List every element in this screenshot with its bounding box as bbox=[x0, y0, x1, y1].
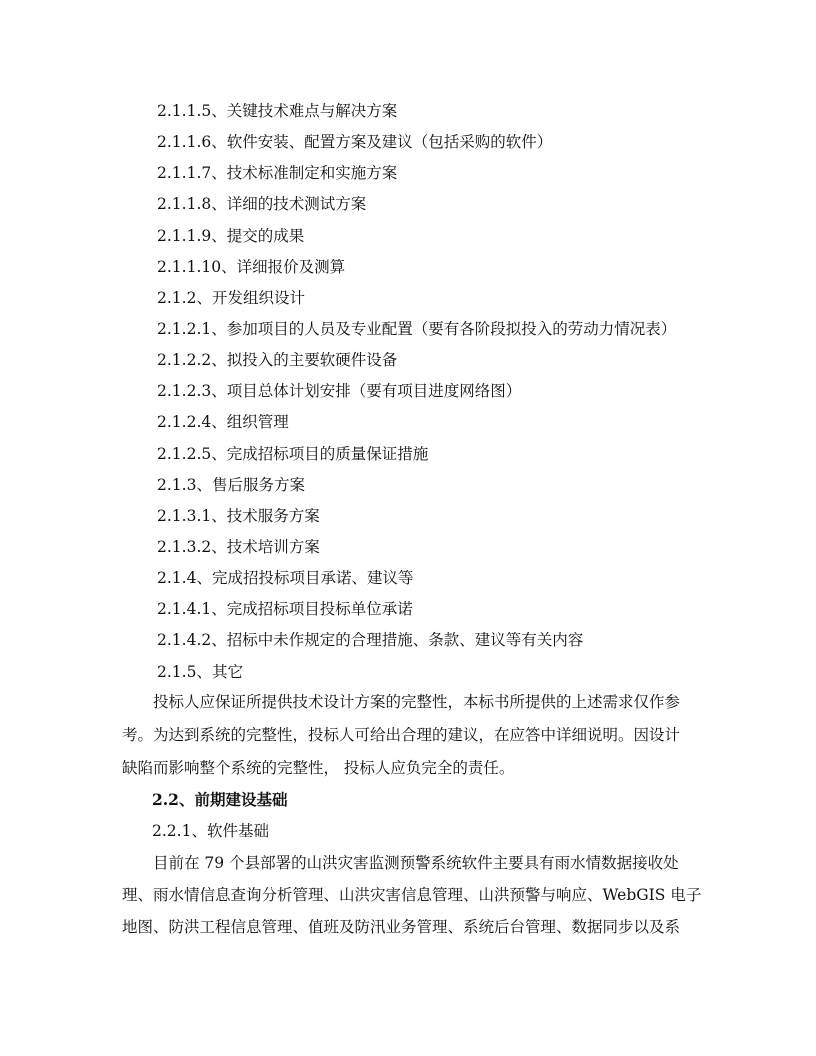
paragraph-line: 考。为达到系统的完整性，投标人可给出合理的建议，在应答中详细说明。因设计 bbox=[122, 726, 681, 744]
outline-item: 2.1.2、开发组织设计 bbox=[157, 289, 305, 307]
paragraph-line: 缺陷而影响整个系统的完整性， 投标人应负完全的责任。 bbox=[122, 759, 515, 777]
outline-item: 2.1.4.2、招标中未作规定的合理措施、条款、建议等有关内容 bbox=[157, 631, 584, 649]
paragraph-line: 投标人应保证所提供技术设计方案的完整性，本标书所提供的上述需求仅作参 bbox=[153, 693, 681, 711]
outline-item: 2.1.1.9、提交的成果 bbox=[157, 227, 305, 245]
outline-item: 2.1.1.5、关键技术难点与解决方案 bbox=[157, 102, 398, 120]
subsection-heading: 2.2.1、软件基础 bbox=[152, 822, 269, 840]
outline-item: 2.1.2.5、完成招标项目的质量保证措施 bbox=[157, 445, 429, 463]
outline-item: 2.1.2.4、组织管理 bbox=[157, 413, 289, 431]
outline-item: 2.1.3、售后服务方案 bbox=[157, 476, 305, 494]
outline-item: 2.1.5、其它 bbox=[157, 663, 243, 681]
paragraph-line: 理、雨水情信息查询分析管理、山洪灾害信息管理、山洪预警与响应、WebGIS 电子 bbox=[122, 886, 702, 904]
outline-item: 2.1.3.1、技术服务方案 bbox=[157, 507, 320, 525]
section-heading: 2.2、前期建设基础 bbox=[152, 790, 288, 809]
outline-item: 2.1.1.8、详细的技术测试方案 bbox=[157, 195, 367, 213]
outline-item: 2.1.4.1、完成招标项目投标单位承诺 bbox=[157, 600, 413, 618]
outline-item: 2.1.2.2、拟投入的主要软硬件设备 bbox=[157, 351, 398, 369]
outline-item: 2.1.1.6、软件安装、配置方案及建议（包括采购的软件） bbox=[157, 133, 553, 151]
outline-item: 2.1.3.2、技术培训方案 bbox=[157, 538, 320, 556]
outline-item: 2.1.1.10、详细报价及测算 bbox=[157, 258, 346, 276]
outline-item: 2.1.4、完成招投标项目承诺、建议等 bbox=[157, 569, 414, 587]
outline-item: 2.1.2.3、项目总体计划安排（要有项目进度网络图） bbox=[157, 382, 522, 400]
paragraph-line: 地图、防洪工程信息管理、值班及防汛业务管理、系统后台管理、数据同步以及系 bbox=[122, 918, 681, 936]
paragraph-line: 目前在 79 个县部署的山洪灾害监测预警系统软件主要具有雨水情数据接收处 bbox=[153, 854, 679, 872]
outline-item: 2.1.2.1、参加项目的人员及专业配置（要有各阶段拟投入的劳动力情况表） bbox=[157, 320, 677, 338]
outline-item: 2.1.1.7、技术标准制定和实施方案 bbox=[157, 164, 398, 182]
